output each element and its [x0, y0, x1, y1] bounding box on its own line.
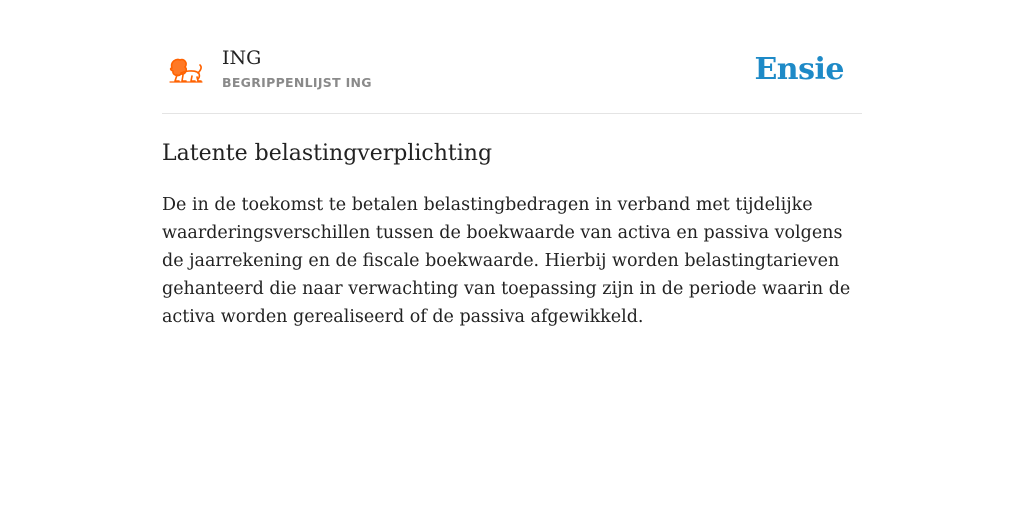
source-header	[162, 0, 862, 114]
source-subtitle[interactable]: BEGRIPPENLIJST ING	[222, 75, 372, 90]
term-definition: De in de toekomst te betalen belastingbedragen in verband met tijdelijke waarderingsverschillen tussen de boekwaarde van activa en passiva volgens de jaarrekening en de fiscale boekwaarde. Hierbij worden belastingtarieven gehanteerd die naar verwachting van toepassing zijn in de periode waarin de activa worden gerealiseerd of de passiva afgewikkeld.	[162, 195, 851, 327]
source-name[interactable]: ING	[222, 47, 262, 69]
content-container	[162, 0, 862, 331]
term-title: Latente belastingverplichting	[162, 141, 493, 166]
ing-lion-icon[interactable]	[166, 55, 204, 85]
ensie-logo[interactable]: Ensie	[754, 52, 844, 87]
